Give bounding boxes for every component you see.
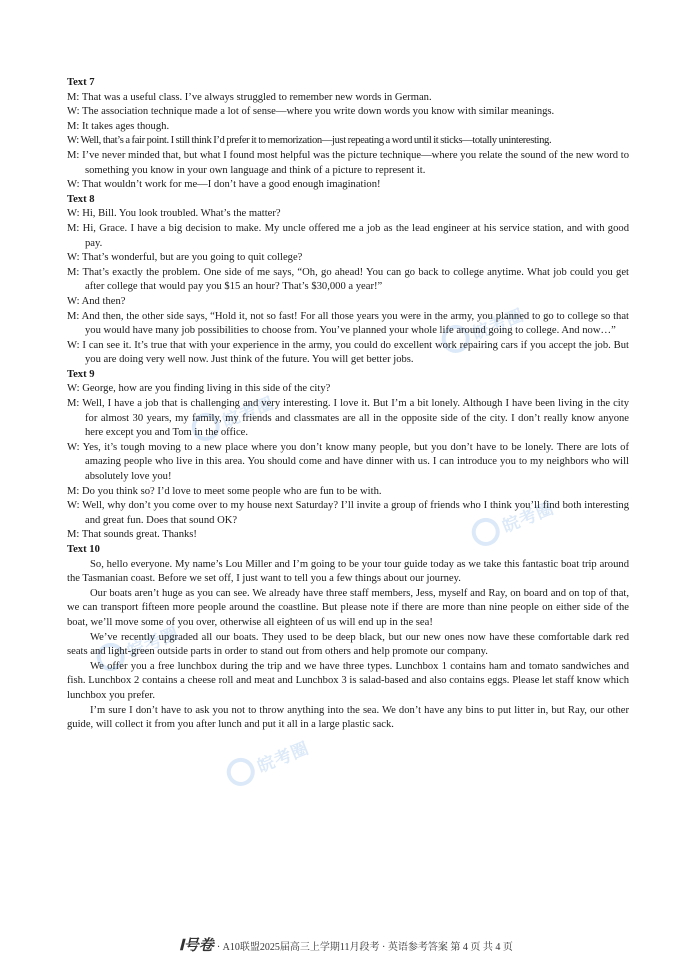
dialogue-line: M: It takes ages though. (67, 120, 170, 132)
dialogue-line: M: Do you think so? I’d love to meet some people who are fun to be with. (67, 485, 382, 497)
dialogue-line: M: That was a useful class. I’ve always struggled to remember new words in German. (67, 91, 432, 103)
watermark-text: 皖考圈 (469, 305, 527, 344)
monologue-paragraph: Our boats aren’t huge as you can see. We already have three staff members, Jess, myself and Ray, on board and on top of that, we can transport fifteen more people around the coastline. But please note if there are more than nine people on either side of the boat, we’ll move some of you over, otherwise all eighteen of us will end up in the sea! (67, 587, 629, 628)
watermark-text: 皖考圈 (499, 498, 557, 537)
watermark-text: 皖考圈 (124, 623, 182, 662)
dialogue-line: W: And then? (67, 295, 126, 307)
dialogue-line: M: Well, I have a job that is challenging and very interesting. I love it. But I’m a bit lonely. Although I have been living in the city for almost 30 years, my family, my friends and classmates are all in the opposite side of the city. I don’t really know anyone here except you and Tom in the office. (67, 398, 629, 439)
dialogue-line: W: Well, that’s a fair point. I still think I’d prefer it to memorization—just repeating a word until it sticks—totally uninteresting. (67, 135, 552, 147)
monologue-paragraph: So, hello everyone. My name’s Lou Miller and I’m going to be your tour guide today as we take this fantastic boat trip around the Tasmanian coast. Before we set off, I just want to tell you a few things about our journey. (67, 558, 629, 585)
dialogue-line: W: I can see it. It’s true that with your experience in the army, you could do excellent work repairing cars if you accept the job. But you are doing very well now. Just think of the future. You will get better jobs. (67, 339, 629, 366)
footer-text: · A10联盟2025届高三上学期11月段考 · 英语参考答案 第 4 页 共 4 页 (216, 942, 513, 953)
dialogue-line: M: Hi, Grace. I have a big decision to make. My uncle offered me a job as the lead engineer at his service station, and with good pay. (67, 222, 629, 249)
dialogue-line: W: The association technique made a lot of sense—where you write down words you know with similar meanings. (67, 106, 555, 118)
dialogue-line: W: Yes, it’s tough moving to a new place where you don’t know many people, but you don’t have to be lonely. There are lots of amazing people who live in this area. You should come and have dinner with us. I can introduce you to my neighbors who will absolutely love you! (67, 441, 629, 483)
dialogue-line: W: Hi, Bill. You look troubled. What’s the matter? (67, 208, 281, 220)
dialogue-line: W: George, how are you finding living in this side of the city? (67, 383, 331, 395)
watermark-text: 皖考圈 (219, 393, 277, 432)
section-heading: Text 8 (67, 193, 95, 205)
dialogue-line: W: That’s wonderful, but are you going to quit college? (67, 252, 303, 264)
section-heading: Text 10 (67, 544, 100, 555)
watermark-ring-icon (223, 754, 259, 790)
watermark-text: 皖考圈 (254, 738, 312, 777)
dialogue-line: M: I’ve never minded that, but what I found most helpful was the picture technique—where you relate the sound of the new word to something you know in your own language and think of a picture to represent it. (67, 149, 629, 176)
dialogue-line: M: And then, the other side says, “Hold it, not so fast! For all those years you were in the army, you planned to go to college so that you would have many job possibilities to choose from. You’ve planned your whole life around going to college. And now…” (67, 310, 629, 337)
dialogue-line: M: That’s exactly the problem. One side of me says, “Oh, go ahead! You can go back to college anytime. What job could you get after college that would pay you $15 an hour? That’s $30,000 a year!” (67, 266, 629, 293)
monologue-paragraph: I’m sure I don’t have to ask you not to throw anything into the sea. We don’t have any bins to put litter in, but Ray, our other guide, will collect it from you after lunch and put it all in a large plastic sack. (67, 704, 629, 731)
section-heading: Text 7 (67, 77, 95, 88)
document-body (67, 76, 629, 733)
watermark-logo (222, 730, 314, 794)
page-footer (0, 934, 692, 955)
dialogue-line: W: Well, why don’t you come over to my house next Saturday? I’ll invite a group of friends who I think you’ll find both interesting and great fun. Does that sound OK? (67, 500, 629, 526)
section-heading: Text 9 (67, 368, 95, 380)
brand-logo: 𝐈号卷 (179, 936, 214, 954)
monologue-paragraph: We’ve recently upgraded all our boats. They used to be deep black, but our new ones now have these comfortable dark red seats and light-green outside parts in order to stand out from others and help promote our company. (67, 631, 629, 658)
dialogue-line: M: That sounds great. Thanks! (67, 529, 197, 541)
dialogue-line: W: That wouldn’t work for me—I don’t have a good enough imagination! (67, 179, 381, 191)
monologue-paragraph: We offer you a free lunchbox during the trip and we have three types. Lunchbox 1 contains ham and tomato sandwiches and fish. Lunchbox 2 contains a cheese roll and meat and Lunchbox 3 is salad-based and also contains eggs. Please let staff know which lunchbox you prefer. (67, 660, 629, 701)
